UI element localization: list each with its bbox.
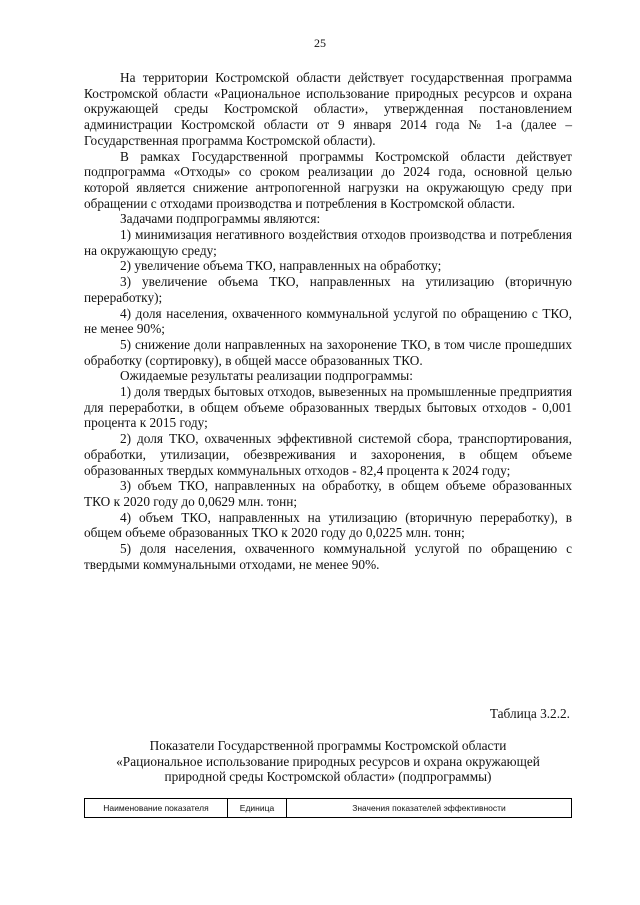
paragraph-result-2: 2) доля ТКО, охваченных эффективной системой сбора, транспортирования, обработки, утилизации, обезвреживания и захоронения, в общем объеме образованных твердых коммунальных отходов - 82,4 процента к 2024 году; [84, 431, 572, 478]
document-body [84, 70, 572, 573]
paragraph-program-intro: На территории Костромской области действует государственная программа Костромской области «Рациональное использование природных ресурсов и охрана окружающей среды Костромской области», утвержденная постановлением администрации Костромской области от 9 января 2014 года № 1-а (далее – Государственная программа Костромской области). [84, 70, 572, 148]
paragraph-task-1: 1) минимизация негативного воздействия отходов производства и потребления на окружающую среду; [84, 227, 572, 258]
indicators-table [84, 798, 572, 818]
paragraph-result-3: 3) объем ТКО, направленных на обработку, в общем объеме образованных ТКО к 2020 году до 0,0629 млн. тонн; [84, 478, 572, 509]
paragraph-result-5: 5) доля населения, охваченного коммунальной услугой по обращению с твердыми коммунальными отходами, не менее 90%. [84, 541, 572, 572]
paragraph-subprogram: В рамках Государственной программы Костромской области действует подпрограмма «Отходы» со сроком реализации до 2024 года, основной целью которой является снижение антропогенной нагрузки на окружающую среду при обращении с отходами производства и потребления в Костромской области. [84, 148, 572, 211]
paragraph-task-2: 2) увеличение объема ТКО, направленных на обработку; [120, 258, 442, 274]
header-unit: Единица [228, 799, 287, 818]
page-number: 25 [314, 36, 326, 50]
table-title-line-3: природной среды Костромской области» (подпрограммы) [164, 769, 492, 785]
table-title [84, 738, 572, 785]
paragraph-task-5: 5) снижение доли направленных на захоронение ТКО, в том числе прошедших обработку (сортировку), в общей массе образованных ТКО. [84, 336, 572, 368]
paragraph-task-3: 3) увеличение объема ТКО, направленных на утилизацию (вторичную переработку); [84, 274, 572, 305]
table-caption: Таблица 3.2.2. [489, 706, 570, 721]
paragraph-tasks-heading: Задачами подпрограммы являются: [120, 211, 321, 227]
paragraph-result-4: 4) объем ТКО, направленных на утилизацию (вторичную переработку), в общем объеме образованных ТКО к 2020 году до 0,0225 млн. тонн; [84, 509, 572, 541]
paragraph-results-heading: Ожидаемые результаты реализации подпрограммы: [120, 368, 413, 384]
paragraph-result-1: 1) доля твердых бытовых отходов, вывезенных на промышленные предприятия для переработки, в общем объеме образованных твердых бытовых отходов - 0,001 процента к 2015 году; [84, 384, 572, 431]
header-indicator-name: Наименование показателя [85, 799, 228, 818]
header-values: Значения показателей эффективности [287, 799, 572, 818]
table-header-row [85, 799, 572, 818]
table-title-line-2: «Рациональное использование природных ресурсов и охрана окружающей [116, 753, 540, 769]
table-title-line-1: Показатели Государственной программы Костромской области [149, 738, 507, 753]
paragraph-task-4: 4) доля населения, охваченного коммунальной услугой по обращению с ТКО, не менее 90%; [84, 305, 572, 337]
